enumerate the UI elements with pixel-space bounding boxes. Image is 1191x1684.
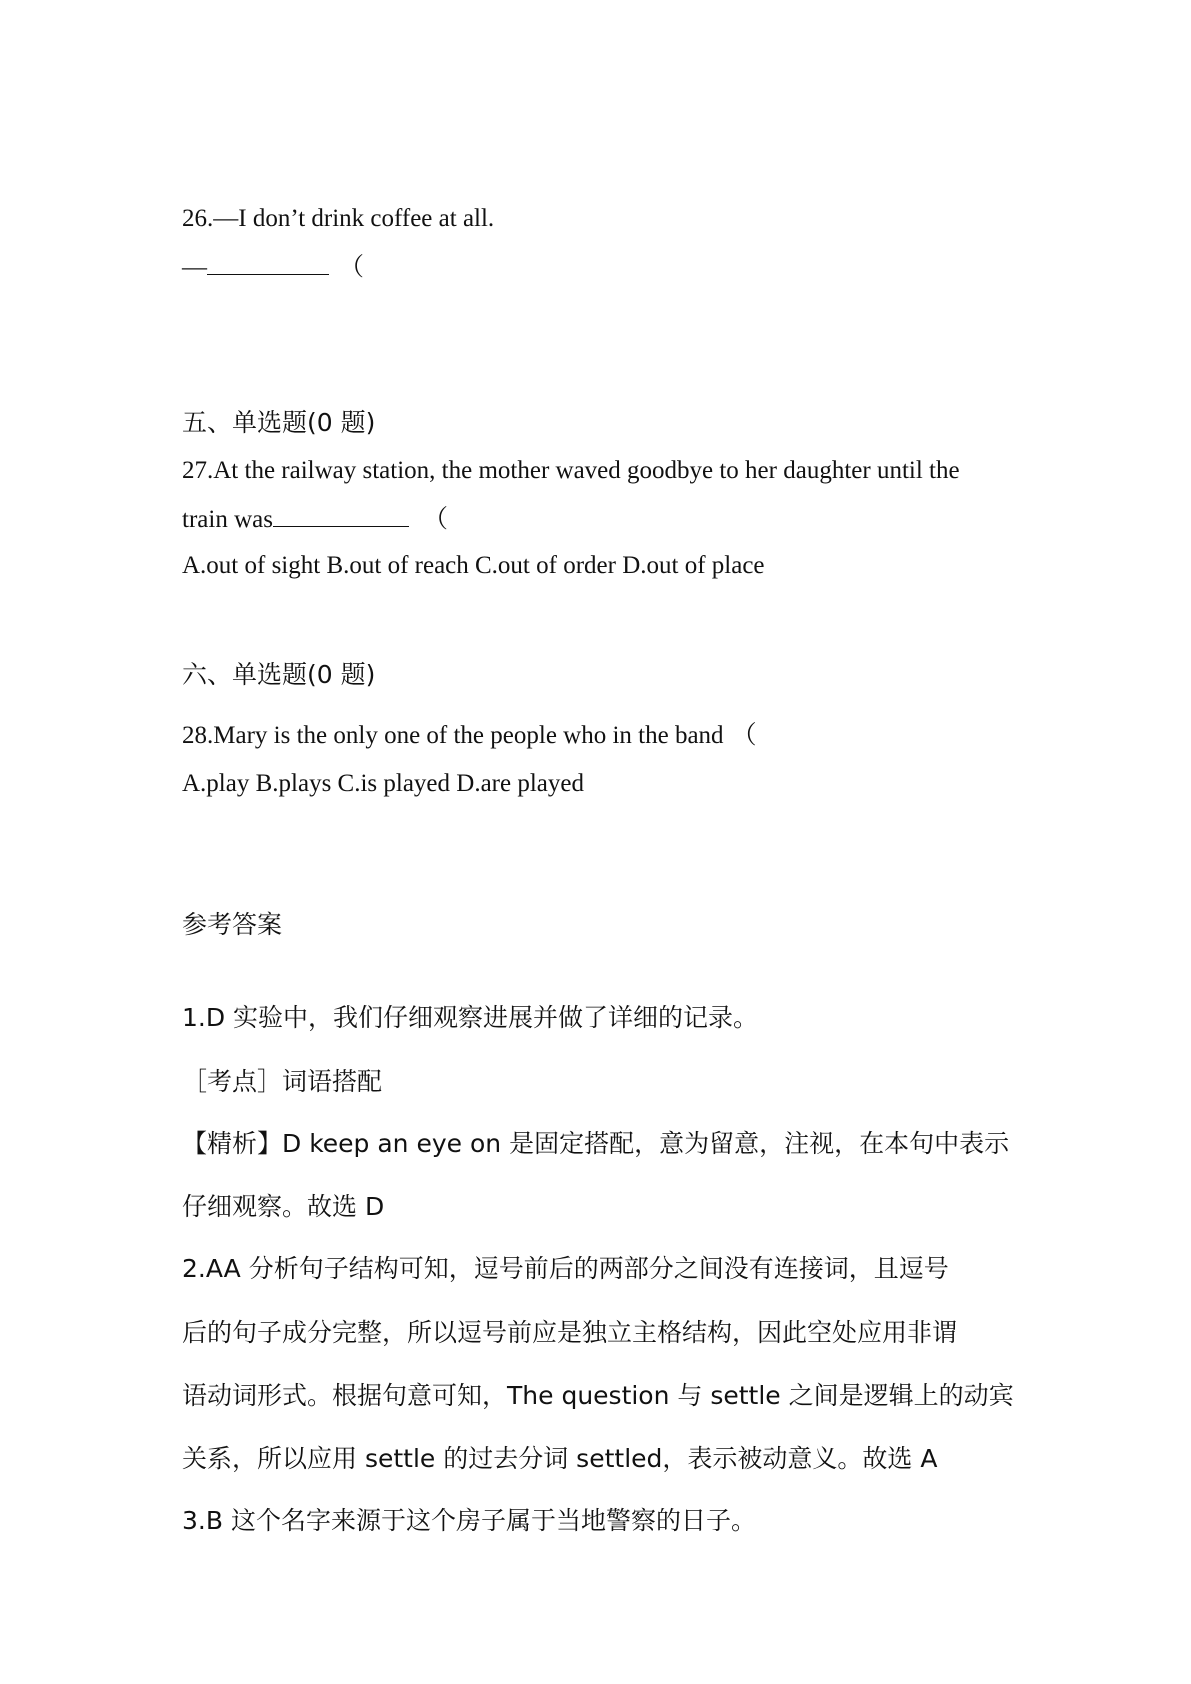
answer-1-topic: ［考点］词语搭配 (182, 1067, 383, 1096)
question-26-prompt: 26.—I don’t drink coffee at all. (182, 205, 495, 232)
answer-2-line-3: 语动词形式。根据句意可知，The question 与 settle 之间是逻辑上的动宾 (182, 1381, 1014, 1410)
answer-1-analysis-line-1: 【精析】D keep an eye on 是固定搭配，意为留意，注视，在本句中表示 (182, 1129, 1010, 1158)
answer-2-line-2: 后的句子成分完整，所以逗号前应是独立主格结构，因此空处应用非谓 (182, 1318, 958, 1347)
question-27-line-2 (182, 504, 448, 532)
section-6-heading: 六、单选题(0 题) (182, 660, 376, 689)
open-paren: （ (731, 720, 757, 749)
answer-blank (207, 252, 329, 275)
answer-3-line-1: 3.B 这个名字来源于这个房子属于当地警察的日子。 (182, 1506, 756, 1535)
reply-dash: — (182, 254, 207, 281)
section-5-heading: 五、单选题(0 题) (182, 408, 376, 437)
question-27-text: train was (182, 506, 273, 533)
question-28-options: A.play B.plays C.is played D.are played (182, 770, 584, 797)
answers-heading: 参考答案 (182, 910, 283, 939)
open-paren: （ (422, 504, 448, 533)
answer-2-line-4: 关系，所以应用 settle 的过去分词 settled，表示被动意义。故选 A (182, 1444, 938, 1473)
question-28-prompt (182, 722, 757, 748)
answer-2-line-1: 2.AA 分析句子结构可知，逗号前后的两部分之间没有连接词，且逗号 (182, 1254, 949, 1283)
answer-blank (273, 504, 409, 527)
question-28-text: 28.Mary is the only one of the people who in the band (182, 722, 724, 749)
question-27-options: A.out of sight B.out of reach C.out of order D.out of place (182, 552, 765, 579)
open-paren: （ (339, 252, 365, 281)
question-27-line-1: 27.At the railway station, the mother waved goodbye to her daughter until the (182, 457, 960, 484)
answer-1-line-1: 1.D 实验中，我们仔细观察进展并做了详细的记录。 (182, 1003, 759, 1032)
question-26-reply (182, 252, 364, 280)
answer-1-analysis-line-2: 仔细观察。故选 D (182, 1192, 385, 1221)
